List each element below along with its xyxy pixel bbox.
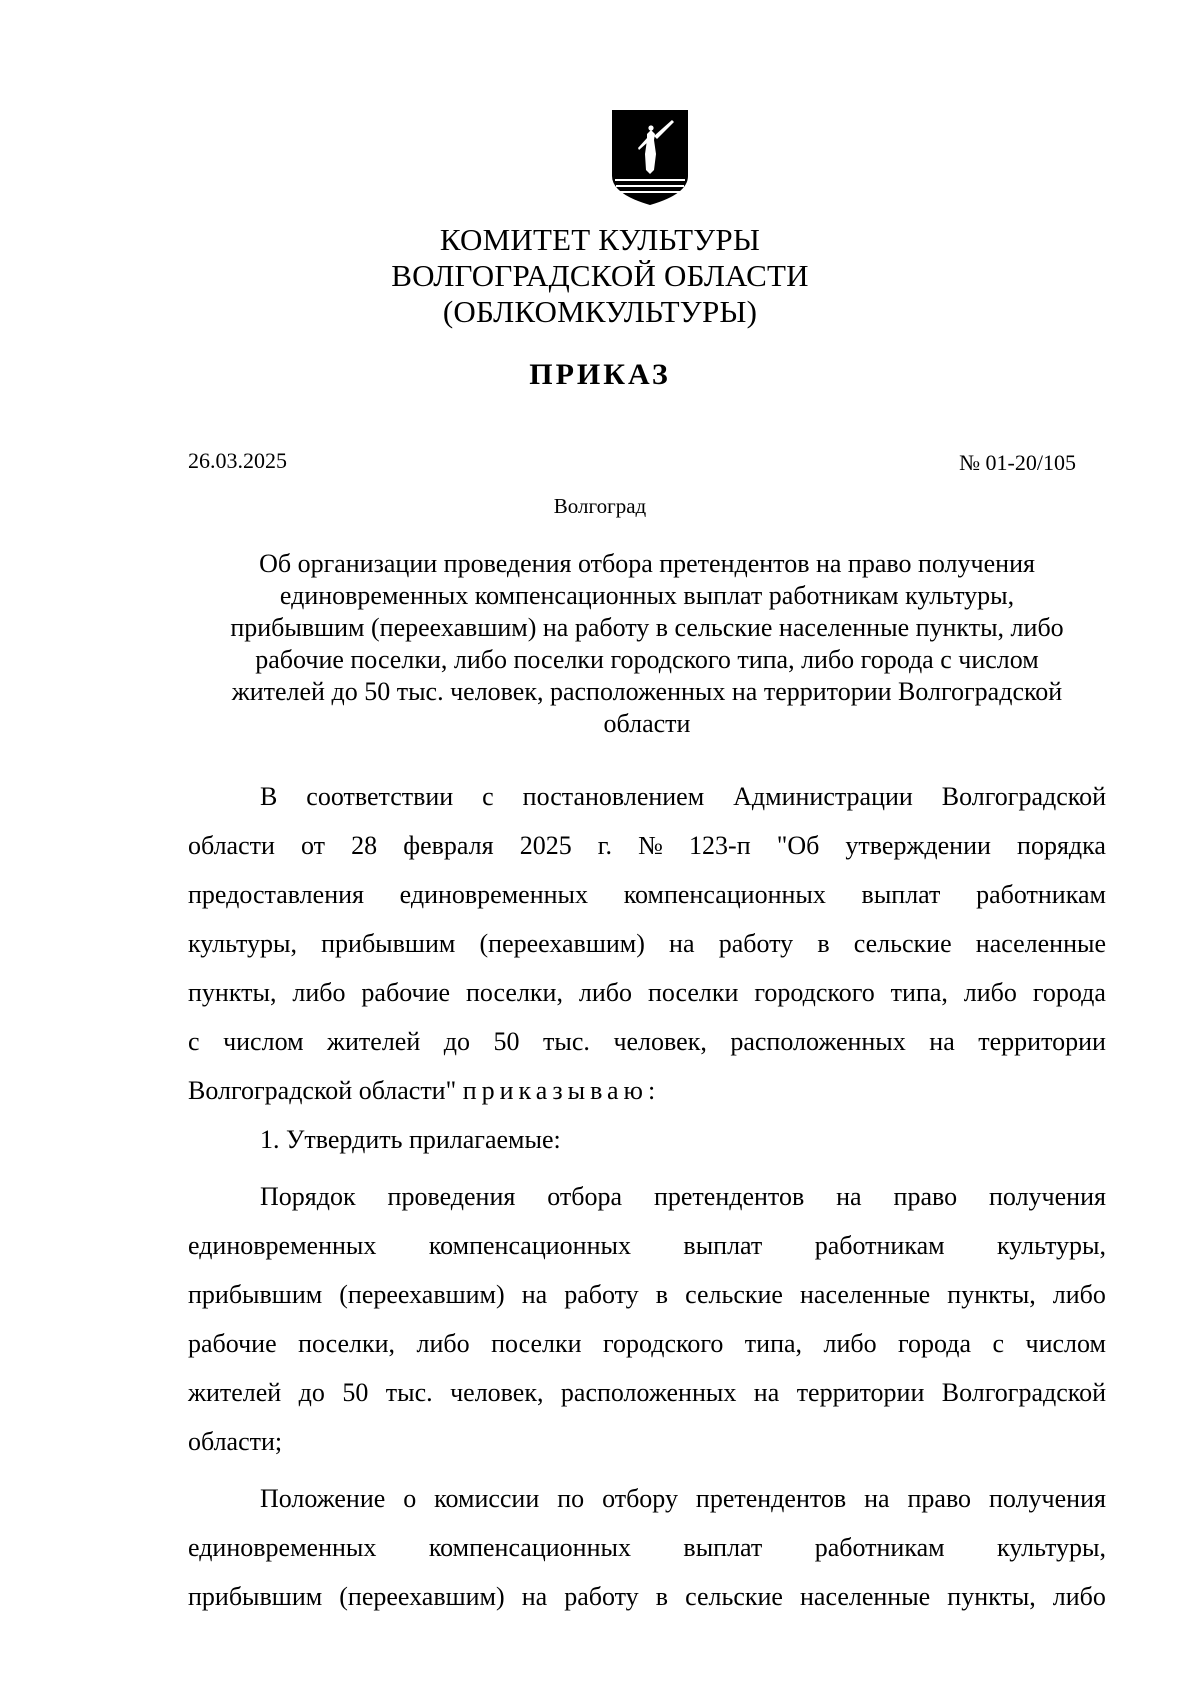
word: о bbox=[403, 1484, 417, 1513]
word: (переехавшим) bbox=[339, 1280, 505, 1309]
word: 50 bbox=[493, 1027, 520, 1056]
body-line bbox=[188, 1572, 1106, 1621]
word: компенсационных bbox=[428, 1231, 631, 1260]
word: от bbox=[301, 831, 326, 860]
word: февраля bbox=[403, 831, 494, 860]
word: либо bbox=[578, 978, 633, 1007]
word: 123-п bbox=[689, 831, 751, 860]
word: в bbox=[817, 929, 830, 958]
word: отбора bbox=[547, 1182, 623, 1211]
word: на bbox=[669, 929, 695, 958]
word: прибывшим bbox=[188, 1280, 323, 1309]
body-line bbox=[188, 1368, 1106, 1417]
word: на bbox=[753, 1378, 780, 1407]
word: выплат bbox=[683, 1231, 763, 1260]
list-item: 1. Утвердить прилагаемые: bbox=[260, 1125, 561, 1154]
word: расположенных bbox=[560, 1378, 737, 1407]
body-line: области; bbox=[188, 1427, 283, 1456]
word: поселки bbox=[647, 978, 739, 1007]
document-city: Волгоград bbox=[553, 494, 647, 518]
word: постановлением bbox=[522, 782, 705, 811]
word: городского bbox=[754, 978, 875, 1007]
word: области bbox=[188, 831, 275, 860]
word: с bbox=[482, 782, 494, 811]
word: работникам bbox=[814, 1533, 945, 1562]
word: либо bbox=[1052, 1280, 1106, 1309]
word: Волгоградской bbox=[941, 782, 1106, 811]
word: работу bbox=[564, 1280, 639, 1309]
word: расположенных bbox=[730, 1027, 906, 1056]
word: г. bbox=[597, 831, 613, 860]
word: либо bbox=[963, 978, 1017, 1007]
word: работникам bbox=[976, 880, 1106, 909]
word: культуры, bbox=[997, 1533, 1106, 1562]
word: право bbox=[893, 1182, 958, 1211]
word: работникам bbox=[814, 1231, 945, 1260]
word: "Об bbox=[776, 831, 820, 860]
word: населенные bbox=[800, 1280, 931, 1309]
org-line: ВОЛГОГРАДСКОЙ ОБЛАСТИ bbox=[391, 258, 809, 293]
word: в bbox=[655, 1582, 669, 1611]
word: либо bbox=[823, 1329, 877, 1358]
body-line bbox=[188, 772, 1106, 821]
word: 28 bbox=[351, 831, 378, 860]
body-line bbox=[188, 1172, 1106, 1221]
organization-name bbox=[300, 222, 900, 330]
word: города bbox=[1032, 978, 1106, 1007]
subject-line: прибывшим (переехавшим) на работу в сельские населенные пункты, либо bbox=[230, 613, 1064, 642]
word: человек, bbox=[613, 1027, 707, 1056]
word: на bbox=[521, 1280, 548, 1309]
word: с bbox=[188, 1027, 200, 1056]
word: право bbox=[907, 1484, 972, 1513]
word: культуры, bbox=[997, 1231, 1106, 1260]
word: прибывшим bbox=[188, 1582, 323, 1611]
body-line bbox=[188, 1319, 1106, 1368]
word: Порядок bbox=[260, 1182, 356, 1211]
body-line bbox=[188, 1221, 1106, 1270]
word: № bbox=[638, 831, 663, 860]
word: либо bbox=[292, 978, 346, 1007]
word: порядка bbox=[1017, 831, 1106, 860]
word: Администрации bbox=[733, 782, 913, 811]
word: культуры, bbox=[188, 929, 297, 958]
word: на bbox=[864, 1484, 890, 1513]
word: В bbox=[260, 782, 278, 811]
body-line bbox=[188, 821, 1106, 870]
word: пункты, bbox=[947, 1582, 1036, 1611]
word: работу bbox=[564, 1582, 639, 1611]
word: территории bbox=[796, 1378, 925, 1407]
word: территории bbox=[978, 1027, 1106, 1056]
word: Волгоградской bbox=[941, 1378, 1106, 1407]
subject-line: Об организации проведения отбора претендентов на право получения bbox=[259, 549, 1035, 578]
word: получения bbox=[989, 1182, 1106, 1211]
word: предоставления bbox=[188, 880, 364, 909]
subject-line: рабочие поселки, либо поселки городского типа, либо города с числом bbox=[255, 645, 1039, 674]
word: выплат bbox=[861, 880, 941, 909]
word: с bbox=[992, 1329, 1005, 1358]
document-date: 26.03.2025 bbox=[188, 448, 287, 473]
word: поселки, bbox=[465, 978, 563, 1007]
body-text: Волгоградской области" bbox=[188, 1076, 463, 1105]
word: проведения bbox=[387, 1182, 516, 1211]
word: единовременных bbox=[188, 1231, 377, 1260]
word: на bbox=[521, 1582, 548, 1611]
word: компенсационных bbox=[623, 880, 826, 909]
body-line bbox=[188, 870, 1106, 919]
document-type: ПРИКАЗ bbox=[529, 358, 671, 391]
word: претендентов bbox=[653, 1182, 805, 1211]
body-line bbox=[188, 968, 1106, 1017]
word: тыс. bbox=[385, 1378, 433, 1407]
word: выплат bbox=[683, 1533, 763, 1562]
word: жителей bbox=[188, 1378, 282, 1407]
document-body bbox=[188, 772, 1106, 1621]
word: отбору bbox=[602, 1484, 678, 1513]
word: числом bbox=[223, 1027, 304, 1056]
word: Положение bbox=[260, 1484, 386, 1513]
org-line: КОМИТЕТ КУЛЬТУРЫ bbox=[439, 222, 761, 257]
word: рабочие bbox=[361, 978, 451, 1007]
word: либо bbox=[416, 1329, 470, 1358]
body-line bbox=[188, 1017, 1106, 1066]
word: (переехавшим) bbox=[339, 1582, 505, 1611]
order-keyword: приказываю: bbox=[462, 1076, 661, 1105]
word: жителей bbox=[327, 1027, 421, 1056]
word: 2025 bbox=[519, 831, 572, 860]
body-line bbox=[188, 1270, 1106, 1319]
word: утверждении bbox=[845, 831, 991, 860]
word: либо bbox=[1052, 1582, 1106, 1611]
word: типа, bbox=[890, 978, 948, 1007]
subject-line: жителей до 50 тыс. человек, расположенных на территории Волгоградской bbox=[231, 677, 1063, 706]
word: населенные bbox=[800, 1582, 931, 1611]
word: до bbox=[298, 1378, 325, 1407]
word: поселки, bbox=[298, 1329, 396, 1358]
document-number: № 01-20/105 bbox=[959, 450, 1076, 475]
word: до bbox=[443, 1027, 471, 1056]
word: сельские bbox=[853, 929, 952, 958]
word: населенные bbox=[975, 929, 1106, 958]
subject-line: единовременных компенсационных выплат работникам культуры, bbox=[279, 581, 1015, 610]
body-line bbox=[188, 919, 1106, 968]
word: типа, bbox=[744, 1329, 803, 1358]
word: комиссии bbox=[434, 1484, 540, 1513]
word: компенсационных bbox=[428, 1533, 631, 1562]
word: города bbox=[898, 1329, 972, 1358]
word: прибывшим bbox=[321, 929, 456, 958]
word: числом bbox=[1025, 1329, 1106, 1358]
word: тыс. bbox=[543, 1027, 590, 1056]
word: сельские bbox=[685, 1582, 783, 1611]
word: на bbox=[929, 1027, 955, 1056]
coat-of-arms-icon bbox=[610, 108, 690, 208]
word: соответствии bbox=[306, 782, 454, 811]
subject-line: области bbox=[603, 709, 691, 738]
word: рабочие bbox=[188, 1329, 277, 1358]
org-line: (ОБЛКОМКУЛЬТУРЫ) bbox=[442, 294, 758, 329]
word: пункты, bbox=[947, 1280, 1036, 1309]
word: единовременных bbox=[399, 880, 589, 909]
body-line bbox=[188, 1474, 1106, 1523]
word: человек, bbox=[450, 1378, 544, 1407]
word: (переехавшим) bbox=[479, 929, 645, 958]
word: городского bbox=[602, 1329, 724, 1358]
word: поселки bbox=[491, 1329, 582, 1358]
word: единовременных bbox=[188, 1533, 377, 1562]
word: в bbox=[655, 1280, 669, 1309]
word: претендентов bbox=[695, 1484, 847, 1513]
document-subject bbox=[188, 548, 1106, 740]
word: работу bbox=[718, 929, 794, 958]
word: сельские bbox=[685, 1280, 783, 1309]
body-line bbox=[188, 1523, 1106, 1572]
word: пункты, bbox=[188, 978, 277, 1007]
word: 50 bbox=[342, 1378, 369, 1407]
word: по bbox=[557, 1484, 585, 1513]
word: получения bbox=[989, 1484, 1106, 1513]
word: на bbox=[836, 1182, 862, 1211]
body-line bbox=[188, 1066, 1106, 1115]
